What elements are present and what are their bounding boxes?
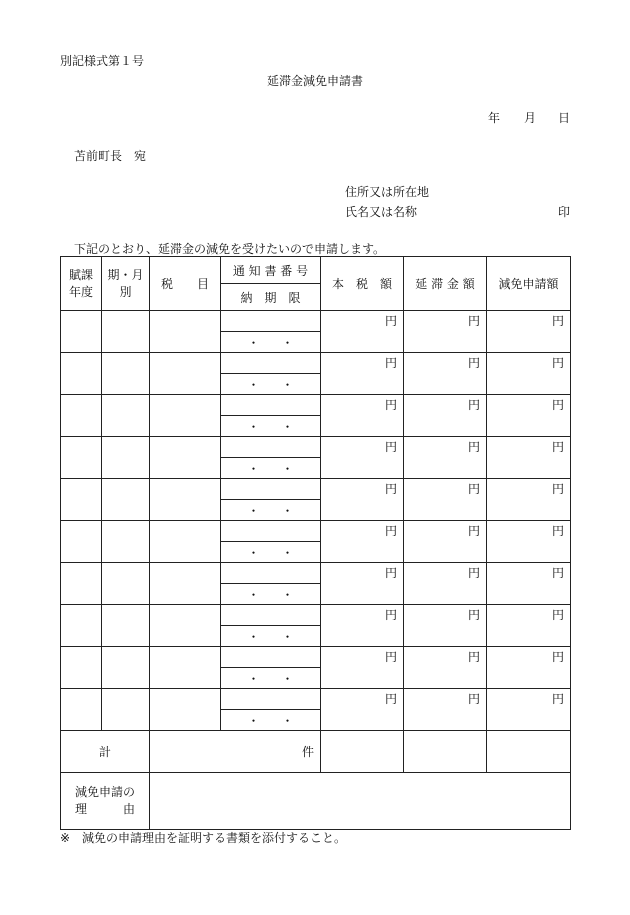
period-cell[interactable] <box>102 479 150 521</box>
date-month-label: 月 <box>524 111 537 125</box>
total-principal-cell[interactable] <box>321 731 404 773</box>
principal-tax-cell[interactable]: 円 <box>321 689 404 731</box>
late-fee-cell[interactable]: 円 <box>404 353 487 395</box>
header-due-date: 納 期 限 <box>221 284 321 311</box>
name-label: 氏名又は名称 <box>345 205 418 219</box>
fiscal-year-cell[interactable] <box>61 521 102 563</box>
exemption-amount-cell[interactable]: 円 <box>487 353 571 395</box>
notice-number-cell[interactable] <box>221 563 321 584</box>
late-fee-cell[interactable]: 円 <box>404 395 487 437</box>
notice-number-cell[interactable] <box>221 647 321 668</box>
tax-item-cell[interactable] <box>150 479 221 521</box>
period-cell[interactable] <box>102 521 150 563</box>
late-fee-cell[interactable]: 円 <box>404 311 487 353</box>
header-exemption-amount: 減免申請額 <box>487 257 571 311</box>
exemption-amount-cell[interactable]: 円 <box>487 647 571 689</box>
addressee: 苫前町長 宛 <box>74 149 147 163</box>
tax-item-cell[interactable] <box>150 395 221 437</box>
due-date-cell[interactable]: ・ ・ <box>221 584 321 605</box>
principal-tax-cell[interactable]: 円 <box>321 395 404 437</box>
address-label: 住所又は所在地 <box>345 185 430 199</box>
table-row <box>61 437 571 458</box>
seal-mark: 印 <box>558 205 571 219</box>
reason-input[interactable] <box>150 773 571 830</box>
total-label: 計 <box>61 731 150 773</box>
fiscal-year-cell[interactable] <box>61 353 102 395</box>
header-tax-item: 税 目 <box>150 257 221 311</box>
tax-item-cell[interactable] <box>150 647 221 689</box>
notice-number-cell[interactable] <box>221 311 321 332</box>
due-date-cell[interactable]: ・ ・ <box>221 332 321 353</box>
fiscal-year-cell[interactable] <box>61 311 102 353</box>
due-date-cell[interactable]: ・ ・ <box>221 500 321 521</box>
date-day-label: 日 <box>558 111 571 125</box>
fiscal-year-cell[interactable] <box>61 605 102 647</box>
tax-item-cell[interactable] <box>150 689 221 731</box>
notice-number-cell[interactable] <box>221 437 321 458</box>
fiscal-year-cell[interactable] <box>61 563 102 605</box>
document-title: 延滞金減免申請書 <box>266 74 363 88</box>
late-fee-cell[interactable]: 円 <box>404 605 487 647</box>
exemption-amount-cell[interactable]: 円 <box>487 311 571 353</box>
due-date-cell[interactable]: ・ ・ <box>221 458 321 479</box>
reason-label: 減免申請の 理 由 <box>61 773 150 830</box>
total-exemption-cell[interactable] <box>487 731 571 773</box>
principal-tax-cell[interactable]: 円 <box>321 311 404 353</box>
period-cell[interactable] <box>102 395 150 437</box>
table-row <box>61 353 571 374</box>
period-cell[interactable] <box>102 563 150 605</box>
notice-number-cell[interactable] <box>221 479 321 500</box>
late-fee-cell[interactable]: 円 <box>404 563 487 605</box>
header-late-fee: 延 滞 金 額 <box>404 257 487 311</box>
late-fee-cell[interactable]: 円 <box>404 689 487 731</box>
tax-item-cell[interactable] <box>150 605 221 647</box>
fiscal-year-cell[interactable] <box>61 437 102 479</box>
header-period: 期・月 別 <box>102 257 150 311</box>
period-cell[interactable] <box>102 647 150 689</box>
principal-tax-cell[interactable]: 円 <box>321 521 404 563</box>
principal-tax-cell[interactable]: 円 <box>321 353 404 395</box>
table-row <box>61 479 571 500</box>
exemption-amount-cell[interactable]: 円 <box>487 395 571 437</box>
late-fee-cell[interactable]: 円 <box>404 479 487 521</box>
fiscal-year-cell[interactable] <box>61 479 102 521</box>
total-count-cell[interactable]: 件 <box>150 731 321 773</box>
period-cell[interactable] <box>102 353 150 395</box>
period-cell[interactable] <box>102 437 150 479</box>
tax-item-cell[interactable] <box>150 521 221 563</box>
notice-number-cell[interactable] <box>221 689 321 710</box>
exemption-amount-cell[interactable]: 円 <box>487 689 571 731</box>
table-row <box>61 563 571 584</box>
late-fee-cell[interactable]: 円 <box>404 521 487 563</box>
late-fee-cell[interactable]: 円 <box>404 647 487 689</box>
form-number: 別記様式第１号 <box>60 54 145 68</box>
principal-tax-cell[interactable]: 円 <box>321 647 404 689</box>
due-date-cell[interactable]: ・ ・ <box>221 668 321 689</box>
reason-row <box>61 773 571 830</box>
principal-tax-cell[interactable]: 円 <box>321 563 404 605</box>
tax-item-cell[interactable] <box>150 311 221 353</box>
period-cell[interactable] <box>102 605 150 647</box>
fiscal-year-cell[interactable] <box>61 395 102 437</box>
tax-item-cell[interactable] <box>150 563 221 605</box>
period-cell[interactable] <box>102 689 150 731</box>
fiscal-year-cell[interactable] <box>61 647 102 689</box>
total-row <box>61 731 571 773</box>
principal-tax-cell[interactable]: 円 <box>321 605 404 647</box>
principal-tax-cell[interactable]: 円 <box>321 437 404 479</box>
due-date-cell[interactable]: ・ ・ <box>221 542 321 563</box>
total-late-fee-cell[interactable] <box>404 731 487 773</box>
date-year-label: 年 <box>488 111 501 125</box>
notice-number-cell[interactable] <box>221 605 321 626</box>
due-date-cell[interactable]: ・ ・ <box>221 416 321 437</box>
exemption-amount-cell[interactable]: 円 <box>487 605 571 647</box>
table-row <box>61 395 571 416</box>
table-row <box>61 689 571 710</box>
due-date-cell[interactable]: ・ ・ <box>221 374 321 395</box>
due-date-cell[interactable]: ・ ・ <box>221 626 321 647</box>
table-row <box>61 647 571 668</box>
due-date-cell[interactable]: ・ ・ <box>221 710 321 731</box>
notice-number-cell[interactable] <box>221 521 321 542</box>
notice-number-cell[interactable] <box>221 353 321 374</box>
header-principal-tax: 本 税 額 <box>321 257 404 311</box>
table-row <box>61 311 571 332</box>
notice-number-cell[interactable] <box>221 395 321 416</box>
header-notice-number: 通 知 書 番 号 <box>221 257 321 284</box>
exemption-table <box>60 256 571 830</box>
intro-text: 下記のとおり、延滞金の減免を受けたいので申請します。 <box>74 242 386 256</box>
header-fiscal-year: 賦課 年度 <box>61 257 102 311</box>
tax-item-cell[interactable] <box>150 353 221 395</box>
exemption-amount-cell[interactable]: 円 <box>487 437 571 479</box>
table-row <box>61 521 571 542</box>
period-cell[interactable] <box>102 311 150 353</box>
exemption-amount-cell[interactable]: 円 <box>487 563 571 605</box>
footnote: ※ 減免の申請理由を証明する書類を添付すること。 <box>60 831 347 845</box>
principal-tax-cell[interactable]: 円 <box>321 479 404 521</box>
exemption-amount-cell[interactable]: 円 <box>487 479 571 521</box>
tax-item-cell[interactable] <box>150 437 221 479</box>
exemption-amount-cell[interactable]: 円 <box>487 521 571 563</box>
table-row <box>61 605 571 626</box>
fiscal-year-cell[interactable] <box>61 689 102 731</box>
late-fee-cell[interactable]: 円 <box>404 437 487 479</box>
